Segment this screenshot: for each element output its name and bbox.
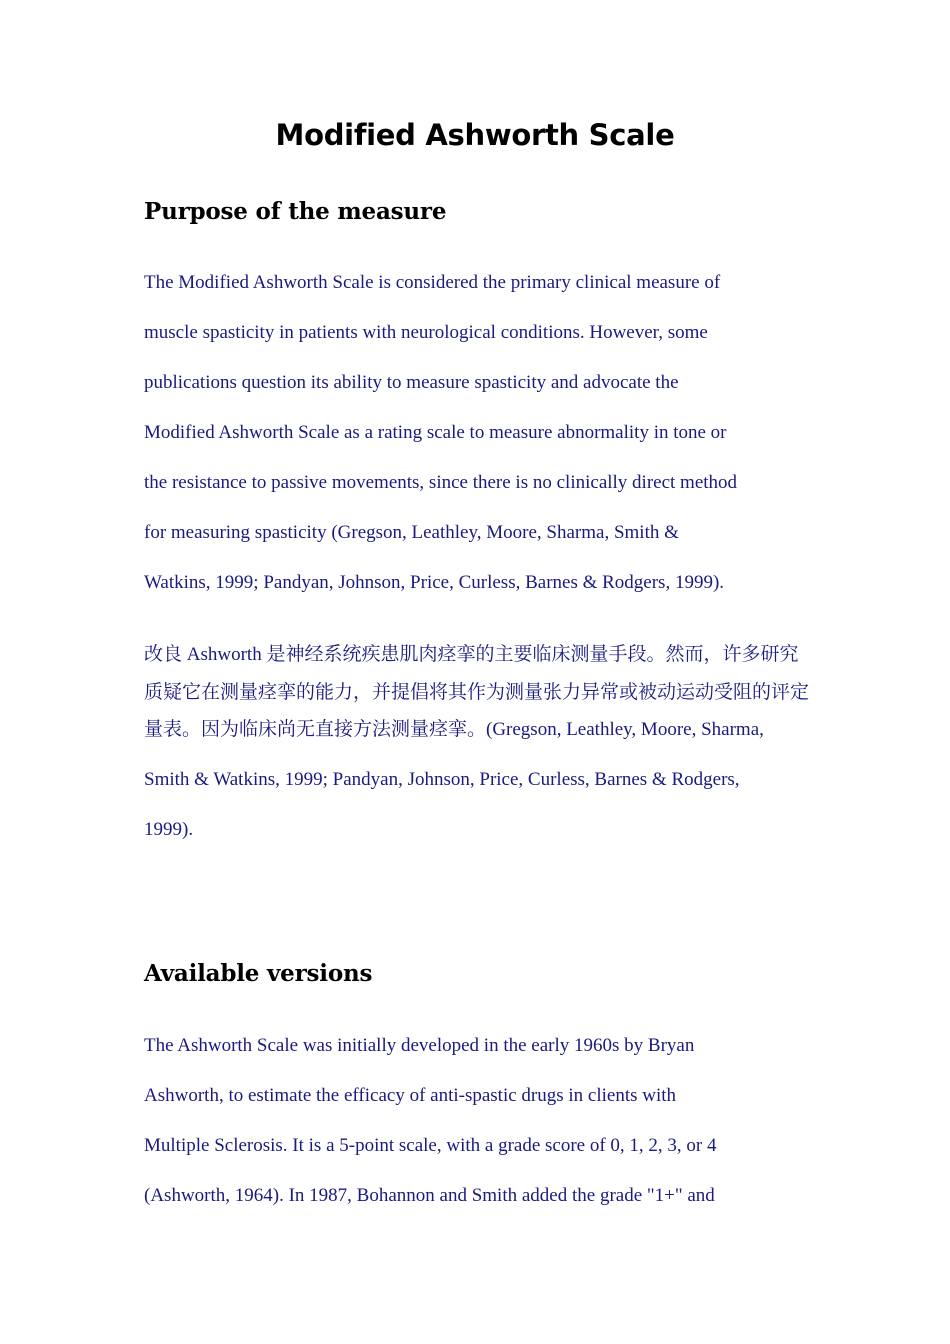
- text-line: the resistance to passive movements, since there is no clinically direct method: [144, 472, 738, 493]
- document-title: Modified Ashworth Scale: [275, 118, 675, 152]
- text-line: Smith & Watkins, 1999; Pandyan, Johnson, Price, Curless, Barnes & Rodgers,: [144, 769, 740, 790]
- text-line: 量表。因为临床尚无直接方法测量痉挛。(Gregson, Leathley, Moore, Sharma,: [144, 719, 764, 740]
- text-line: Watkins, 1999; Pandyan, Johnson, Price, Curless, Barnes & Rodgers, 1999).: [144, 572, 725, 593]
- text-line: for measuring spasticity (Gregson, Leathley, Moore, Sharma, Smith &: [144, 522, 679, 543]
- text-line: Multiple Sclerosis. It is a 5-point scale, with a grade score of 0, 1, 2, 3, or 4: [144, 1135, 717, 1156]
- text-line: Modified Ashworth Scale as a rating scale to measure abnormality in tone or: [144, 422, 727, 443]
- text-line: (Ashworth, 1964). In 1987, Bohannon and Smith added the grade "1+" and: [144, 1185, 715, 1206]
- text-line: The Ashworth Scale was initially developed in the early 1960s by Bryan: [144, 1035, 695, 1056]
- section-heading-purpose: Purpose of the measure: [144, 198, 447, 225]
- text-line: publications question its ability to measure spasticity and advocate the: [144, 372, 679, 393]
- paragraph-purpose-english: [144, 273, 814, 623]
- text-line: Ashworth, to estimate the efficacy of anti-spastic drugs in clients with: [144, 1085, 677, 1106]
- text-line: muscle spasticity in patients with neurological conditions. However, some: [144, 322, 708, 343]
- text-line: 改良 Ashworth 是神经系统疾患肌肉痉挛的主要临床测量手段。然而，许多研究: [144, 644, 799, 665]
- text-line: 质疑它在测量痉挛的能力，并提倡将其作为测量张力异常或被动运动受阻的评定: [144, 681, 810, 703]
- text-line: The Modified Ashworth Scale is considered the primary clinical measure of: [144, 272, 721, 293]
- text-line: 1999).: [144, 819, 194, 840]
- paragraph-purpose-chinese: [144, 644, 814, 869]
- paragraph-available-versions: [144, 1036, 814, 1236]
- section-heading-available-versions: Available versions: [144, 960, 373, 987]
